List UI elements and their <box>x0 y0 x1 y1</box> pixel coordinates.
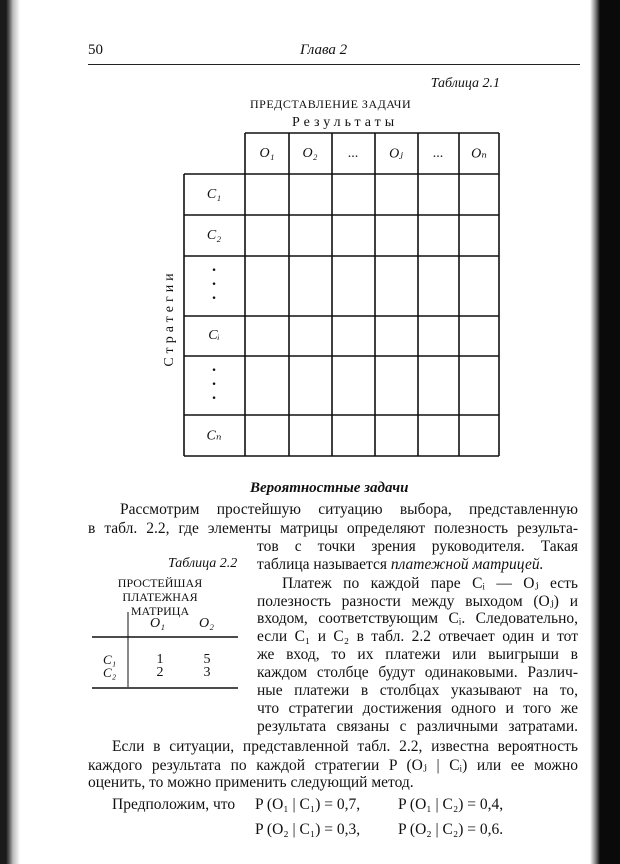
p2-line6: каждом столбце будут одинаковыми. Различ- <box>257 664 578 681</box>
table1-row-ci: Cᵢ <box>208 328 220 343</box>
p1-line4-plain: таблица называется <box>257 556 391 573</box>
table1-results-label: Результаты <box>292 115 399 130</box>
p2-line3: входом, соответствующим Cᵢ. Следовательно, <box>257 610 578 627</box>
table2-row-c2: C₂ <box>103 665 117 680</box>
table1-col-oj: Oⱼ <box>389 146 403 162</box>
table1-caption: Таблица 2.1 <box>430 76 500 91</box>
formula-intro: Предположим, что <box>112 796 236 813</box>
p3-line1: Если в ситуации, представленной табл. 2.2, известна вероятность <box>112 738 578 755</box>
p2-line5: же вход, то их платежи или выигрыши в <box>257 646 578 663</box>
p3-line2: каждого результата по каждой стратегии P (Oⱼ | Cᵢ) или ее можно <box>88 757 578 774</box>
table2-title-line1: ПРОСТЕЙШАЯ <box>117 576 203 590</box>
formula-3: P (O₂ | C₁) = 0,3, <box>255 821 361 838</box>
table1-col-o1: O₁ <box>259 146 275 161</box>
table1-col-on: Oₙ <box>471 146 487 162</box>
p2-line7: ные платежи в столбцах указывают на то, <box>257 682 578 699</box>
p1-line3: тов с точки зрения руководителя. Такая <box>257 538 578 555</box>
p2-line1: Платеж по каждой паре Cᵢ — Oⱼ есть <box>282 575 578 592</box>
p2-line4: если C₁ и C₂ в табл. 2.2 отвечает один и тот <box>257 628 578 645</box>
table2-title-line2: ПЛАТЕЖНАЯ <box>122 590 198 604</box>
table2-col-o1: O₁ <box>150 616 165 631</box>
table1-row-c2: C₂ <box>206 228 222 243</box>
p3-line3: оценить, то можно применить следующий метод. <box>88 774 414 791</box>
table2-cell-2-2: 3 <box>203 665 211 680</box>
table1-row-vdots-1: · · · <box>211 262 217 307</box>
running-head: Глава 2 <box>300 42 348 58</box>
table1-col-ellipsis-2: ... <box>432 146 444 161</box>
formula-2: P (O₁ | C₂) = 0,4, <box>398 796 504 813</box>
table2-cell-1-2: 5 <box>203 652 211 667</box>
table1-col-ellipsis-1: ... <box>347 146 359 161</box>
table1-row-c1: C₁ <box>206 187 222 202</box>
p2-line9: результата связаны с различными затратами. <box>257 718 578 735</box>
table2-cell-2-1: 2 <box>156 665 164 680</box>
table1-strategies-label: Стратегии <box>162 269 177 367</box>
table2-cell-1-1: 1 <box>156 652 164 667</box>
table2-row-c1: C₁ <box>103 652 117 667</box>
table2-caption: Таблица 2.2 <box>168 556 238 571</box>
formula-1: P (O₁ | C₁) = 0,7, <box>255 796 361 813</box>
table1-title: ПРЕДСТАВЛЕНИЕ ЗАДАЧИ <box>250 97 412 111</box>
p1-line2: в табл. 2.2, где элементы матрицы определяют полезность результа- <box>88 520 578 537</box>
page-number: 50 <box>88 42 103 58</box>
p1-line4-term: платежной матрицей. <box>390 556 544 573</box>
p1-line1: Рассмотрим простейшую ситуацию выбора, представленную <box>120 501 578 518</box>
formula-4: P (O₂ | C₂) = 0,6. <box>398 821 504 838</box>
section-title: Вероятностные задачи <box>250 480 409 496</box>
table1-col-o2: O₂ <box>302 146 318 161</box>
table2-col-o2: O₂ <box>199 616 214 631</box>
p2-line8: что стратегии достижения одного и того же <box>257 700 578 717</box>
table1-row-cn: Cₙ <box>206 428 222 444</box>
table2-title-line3: МАТРИЦА <box>130 604 190 618</box>
table1-row-vdots-2: · · · <box>211 362 217 407</box>
p2-line2: полезность разности между выходом (Oⱼ) и <box>257 593 578 610</box>
